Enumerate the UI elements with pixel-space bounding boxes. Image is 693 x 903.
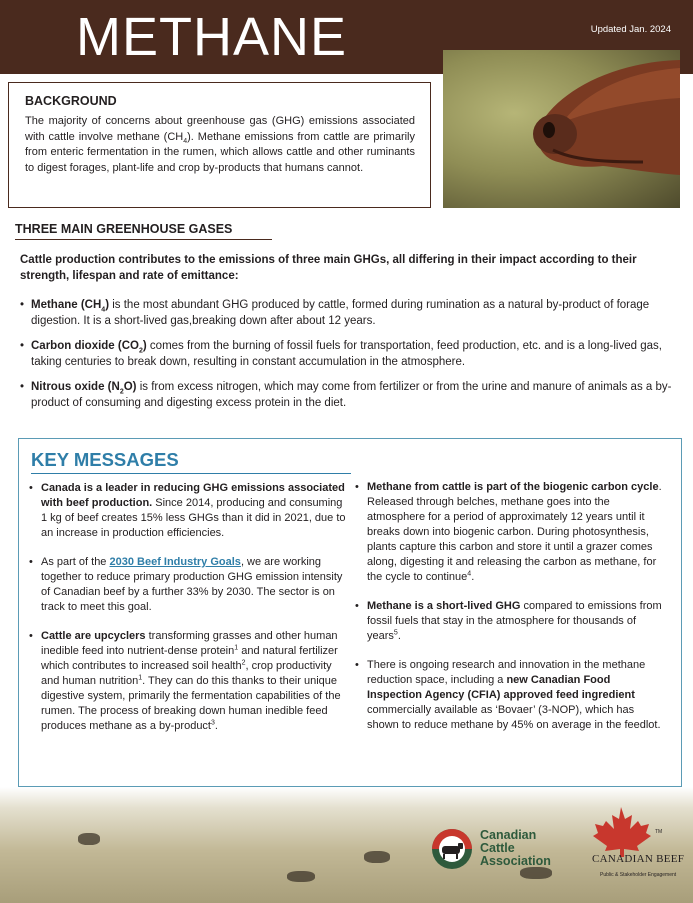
cow-silhouette bbox=[287, 871, 315, 882]
background-box bbox=[8, 82, 431, 208]
list-item: • There is ongoing research and innovation in the methane reduction space, including a new Canadian Food Inspection Agency (CFIA) approved feed ingredient commercially available as ‘Bovaer’ (3-NOP), which has shown to reduce methane by 45% on average in the feedlot. bbox=[355, 658, 663, 733]
key-messages-right bbox=[355, 480, 663, 747]
list-item: • Methane from cattle is part of the biogenic carbon cycle. Released through belches, methane goes into the atmosphere for a period of approximately 12 years until it breaks down into biogenic carbon. During photosynthesis, plants capture this carbon and store it until a grazer comes along, digesting it and releasing the carbon as methane, for the cycle to continue$^4$. bbox=[355, 480, 663, 585]
key-messages-box bbox=[18, 438, 682, 787]
list-item: • Methane $(CH_4)$ is the most abundant GHG produced by cattle, formed during rumination as a natural by-product of forage digestion. It is a short-lived gas,breaking down after about 12 years. bbox=[20, 298, 680, 329]
list-item: • Carbon dioxide $(CO_2)$ comes from the burning of fossil fuels for transportation, feed production, etc. and is a long-lived gas, taking centuries to break down, resulting in constant accumulation in the atmosphere. bbox=[20, 339, 680, 370]
cow-silhouette bbox=[78, 833, 100, 845]
list-item: • Canada is a leader in reducing GHG emissions associated with beef production. Since 2014, producing and consuming 1 kg of beef creates 15% less GHGs than it did in 2021, due to an increase in production efficiencies. bbox=[29, 481, 347, 541]
list-item: • Nitrous oxide $(N_2O)$ is from excess nitrogen, which may come from fertilizer or from the urine and manure of animals as a by-product of consuming and digesting excess protein in the diet. bbox=[20, 380, 680, 411]
cca-wordmark: Canadian Cattle Association bbox=[480, 828, 551, 868]
canadian-beef-tagline: Public & Stakeholder Engagement bbox=[600, 872, 677, 878]
list-item: • Methane is a short-lived GHG compared to emissions from fossil fuels that stay in the atmosphere for thousands of years$^5$. bbox=[355, 599, 663, 644]
cow-silhouette bbox=[364, 851, 390, 863]
cow-nose-illustration bbox=[443, 50, 680, 208]
canadian-beef-wordmark: CANADIAN BEEF bbox=[592, 853, 685, 865]
gases-list bbox=[20, 298, 680, 421]
gases-heading: THREE MAIN GREENHOUSE GASES bbox=[15, 222, 272, 240]
background-heading: BACKGROUND bbox=[25, 94, 117, 108]
trademark-mark: TM bbox=[655, 829, 663, 835]
list-item: • As part of the 2030 Beef Industry Goals, we are working together to reduce primary production GHG emission intensity of Canadian beef by a further 33% by 2030. The sector is on track to meet this goal. bbox=[29, 555, 347, 615]
page-title: METHANE bbox=[76, 7, 348, 67]
gases-intro: Cattle production contributes to the emissions of three main GHGs, all differing in their impact according to their strength, lifespan and rate of emittance: bbox=[20, 254, 637, 282]
list-item: • Cattle are upcyclers transforming grasses and other human inedible feed into nutrient-dense protein$^1$ and natural fertilizer which contributes to increased soil health$^2$, crop productivity and human nutrition$^1$. They can do this thanks to their unique digestive system, primarily the fermentation capabilities of the rumen. The process of breaking down human inedible feed produces methane as a by-product$^3$. bbox=[29, 629, 347, 734]
key-messages-heading: KEY MESSAGES bbox=[31, 449, 351, 474]
cow-nose-photo bbox=[443, 50, 680, 208]
beef-goals-link[interactable]: 2030 Beef Industry Goals bbox=[109, 556, 241, 568]
background-text: The majority of concerns about greenhouse gas (GHG) emissions associated with cattle involve methane $(CH_4)$. Methane emissions from cattle are primarily from enteric fermentation in the rumen, which allows cattle and other ruminants to digest forages, plant-life and crop by-products that humans cannot. bbox=[25, 115, 415, 174]
key-messages-left bbox=[29, 481, 347, 748]
updated-date: Updated Jan. 2024 bbox=[590, 24, 671, 35]
